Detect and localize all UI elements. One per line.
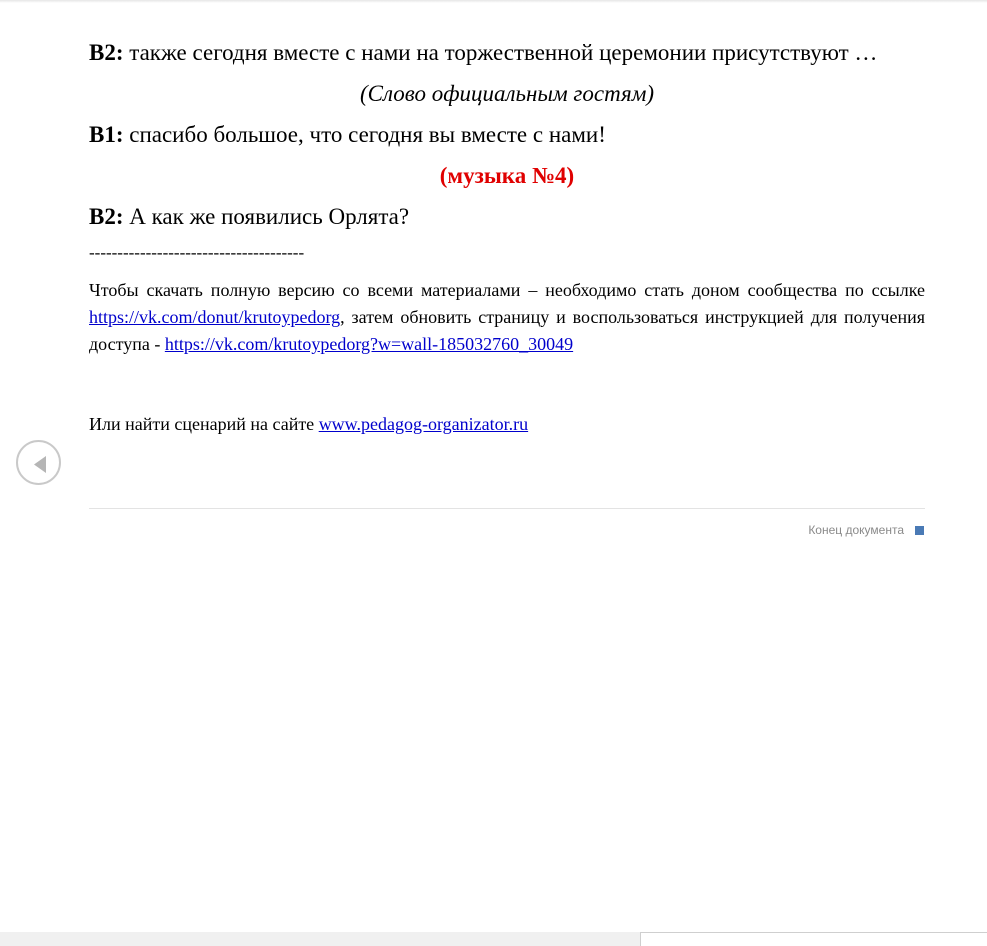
line-text: также сегодня вместе с нами на торжественной церемонии присутствуют … (123, 40, 878, 65)
end-marker-icon (915, 526, 924, 535)
script-line (89, 120, 925, 150)
top-shadow (0, 0, 987, 3)
download-text-1: Чтобы скачать полную версию со всеми материалами – необходимо стать доном сообщества по ссылке (89, 280, 925, 300)
end-divider (89, 508, 925, 509)
site-link[interactable]: www.pedagog-organizator.ru (318, 414, 529, 434)
previous-page-button[interactable] (16, 440, 61, 485)
donut-link[interactable]: https://vk.com/donut/krutoypedorg (89, 307, 341, 327)
stage-direction: (Слово официальным гостям) (359, 81, 655, 106)
document-body (89, 38, 925, 438)
speaker-label: В2: (89, 204, 124, 229)
download-text-2: , затем обновить страницу и воспользоваться инструкцией для получения доступа - (89, 307, 925, 354)
site-paragraph (89, 411, 925, 438)
script-line (89, 202, 925, 232)
bottom-scrollbar-track[interactable] (0, 932, 640, 946)
music-cue: (музыка №4) (439, 163, 575, 188)
speaker-label: В1: (89, 122, 124, 147)
line-text: спасибо большое, что сегодня вы вместе с нами! (123, 122, 606, 147)
end-of-document-label: Конец документа (808, 523, 904, 537)
wall-post-link[interactable]: https://vk.com/krutoypedorg?w=wall-185032760_30049 (164, 334, 574, 354)
download-paragraph (89, 277, 925, 358)
line-text: А как же появились Орлята? (123, 204, 410, 229)
script-line (89, 38, 925, 68)
site-text: Или найти сценарий на сайте (89, 414, 319, 434)
separator: -------------------------------------- (89, 243, 305, 262)
bottom-panel (640, 932, 987, 946)
speaker-label: В2: (89, 40, 124, 65)
chevron-left-icon (18, 442, 63, 487)
